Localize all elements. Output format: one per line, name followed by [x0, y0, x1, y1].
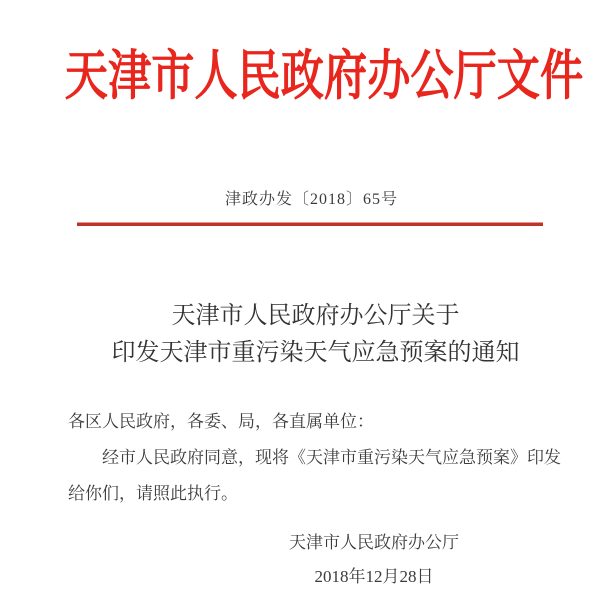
letterhead-title: 天津市人民政府办公厅文件 — [64, 46, 584, 106]
document-body — [0, 404, 609, 512]
document-number: 津政办发〔2018〕65号 — [224, 191, 398, 208]
red-divider-line — [77, 222, 543, 226]
salutation-line: 各区人民政府，各委、局，各直属单位： — [68, 412, 374, 431]
body-paragraph-line-2: 给你们，请照此执行。 — [68, 484, 238, 503]
signature-date: 2018年12月28日 — [314, 567, 434, 586]
signature-block — [289, 526, 459, 590]
document-letterhead — [0, 44, 609, 108]
signature-organization: 天津市人民政府办公厅 — [289, 533, 459, 552]
document-title-line-2: 印发天津市重污染天气应急预案的通知 — [111, 340, 520, 366]
document-title-line-1: 天津市人民政府办公厅关于 — [171, 303, 460, 329]
document-title — [0, 298, 609, 372]
body-paragraph-line-1: 经市人民政府同意，现将《天津市重污染天气应急预案》印发 — [102, 448, 561, 467]
